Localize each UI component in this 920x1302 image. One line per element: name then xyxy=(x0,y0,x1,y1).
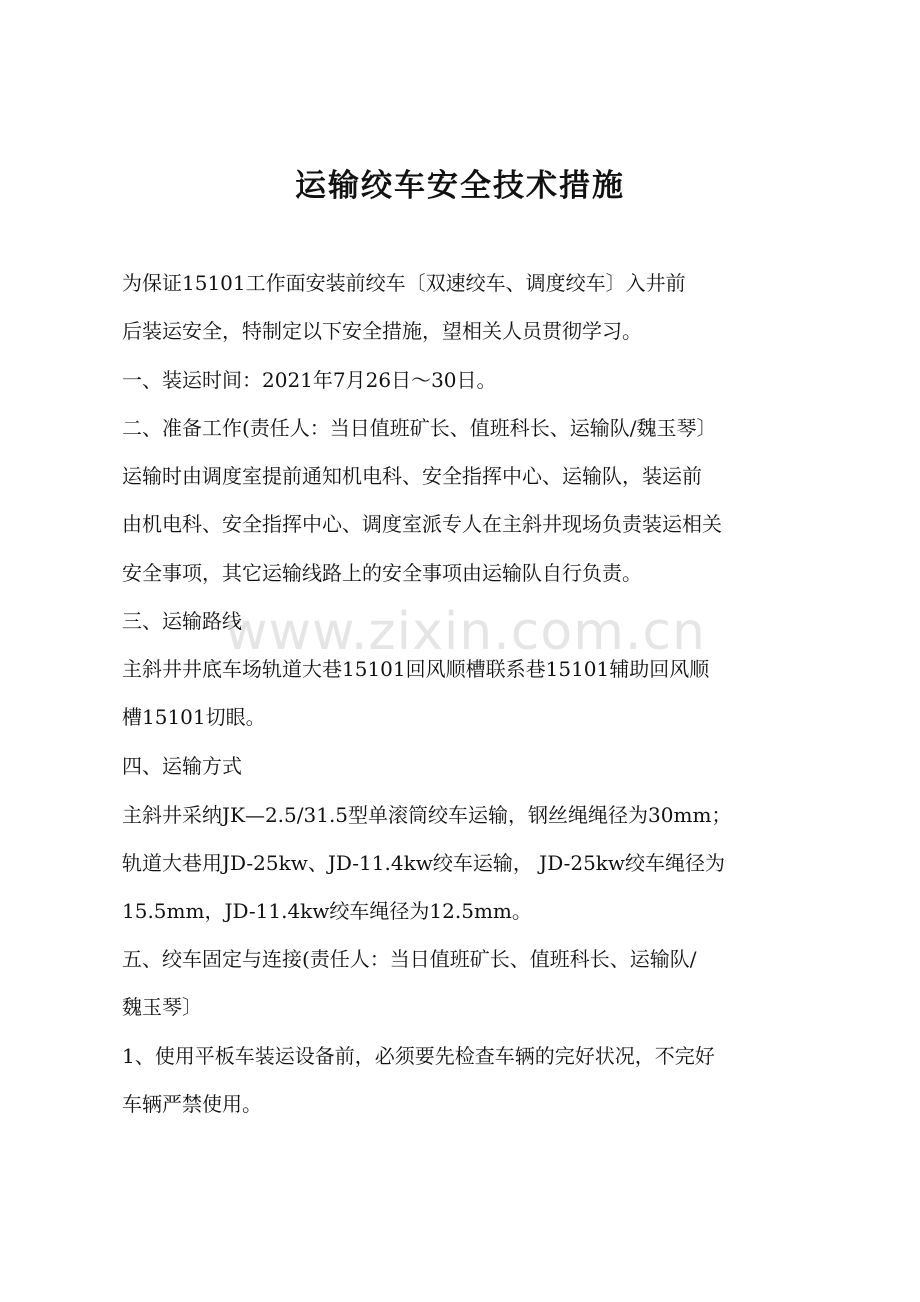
paragraph-line: 运输时由调度室提前通知机电科、安全指挥中心、运输队，装运前 xyxy=(122,464,702,488)
paragraph-line: 主斜井井底车场轨道大巷15101回风顺槽联系巷15101辅助回风顺 xyxy=(122,657,710,681)
section-heading-route: 三、运输路线 xyxy=(122,609,242,633)
section-heading-preparation: 二、准备工作(责任人：当日值班矿长、值班科长、运输队/魏玉琴〕 xyxy=(122,416,717,440)
watermark: www.zixin.com.cn xyxy=(225,602,706,662)
paragraph-line: 安全事项，其它运输线路上的安全事项由运输队自行负责。 xyxy=(122,561,642,585)
paragraph-line: 主斜井采纳JK—2.5/31.5型单滚筒绞车运输，钢丝绳绳径为30mm； xyxy=(122,803,732,827)
paragraph-line: 1、使用平板车装运设备前，必须要先检查车辆的完好状况，不完好 xyxy=(122,1044,715,1068)
paragraph-line: 由机电科、安全指挥中心、调度室派专人在主斜井现场负责装运相关 xyxy=(122,512,722,536)
paragraph-line: 后装运安全，特制定以下安全措施，望相关人员贯彻学习。 xyxy=(122,319,642,343)
section-heading-time: 一、装运时间：2021年7月26日～30日。 xyxy=(122,368,497,392)
paragraph-line: 15.5mm，JD-11.4kw绞车绳径为12.5mm。 xyxy=(122,899,532,923)
paragraph-line: 为保证15101工作面安装前绞车〔双速绞车、调度绞车〕入井前 xyxy=(122,271,686,295)
paragraph-line: 轨道大巷用JD-25kw、JD-11.4kw绞车运输， JD-25kw绞车绳径为 xyxy=(122,851,726,875)
paragraph-line: 槽15101切眼。 xyxy=(122,705,266,729)
document-title: 运输绞车安全技术措施 xyxy=(295,168,625,204)
section-heading-method: 四、运输方式 xyxy=(122,754,242,778)
paragraph-line: 魏玉琴〕 xyxy=(122,995,202,1019)
paragraph-line: 车辆严禁使用。 xyxy=(122,1092,262,1116)
section-heading-winch-fixing: 五、绞车固定与连接(责任人：当日值班矿长、值班科长、运输队/ xyxy=(122,947,697,971)
